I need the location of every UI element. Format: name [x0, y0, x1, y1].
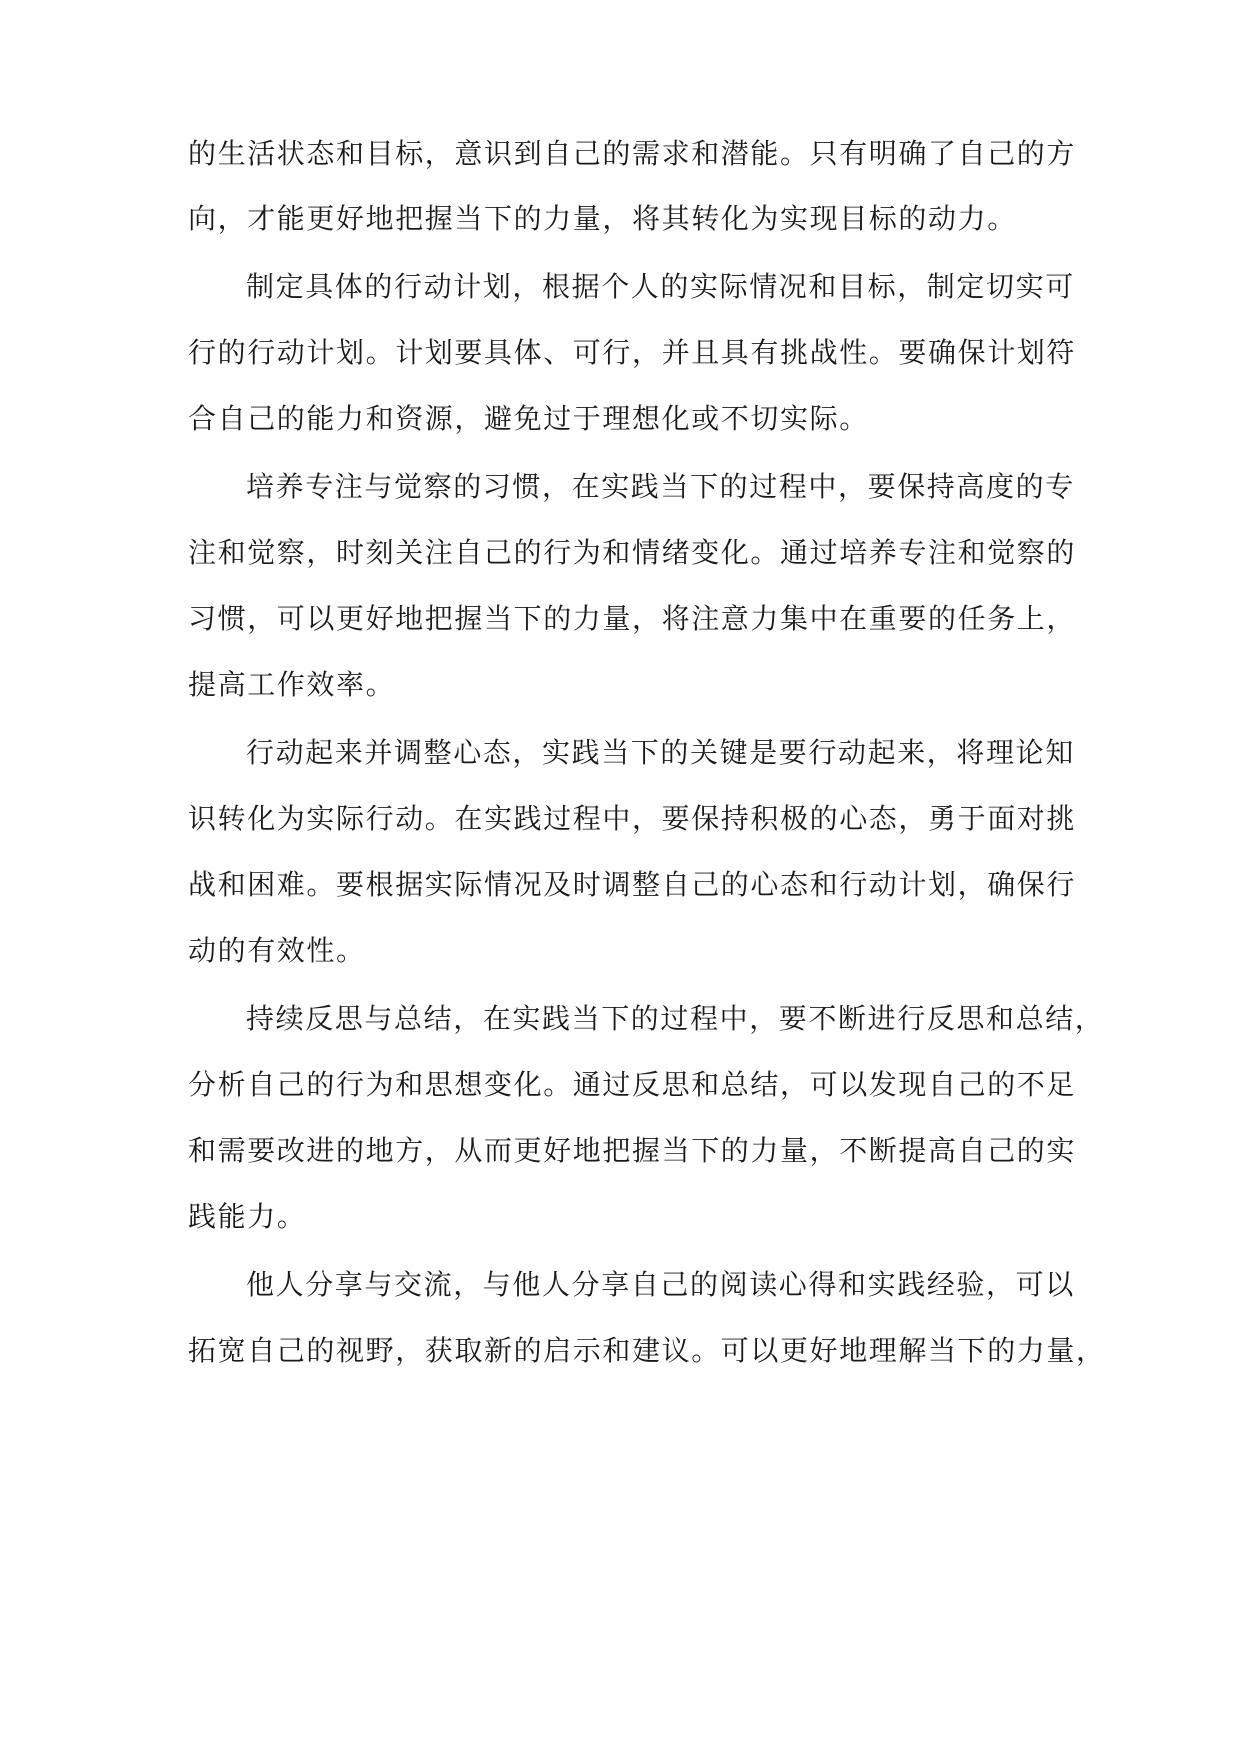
text-line: 动的有效性。 — [188, 934, 366, 967]
text-line: 识转化为实际行动。在实践过程中，要保持积极的心态，勇于面对挑 — [188, 802, 1077, 835]
paragraph-first-line: 他人分享与交流，与他人分享自己的阅读心得和实践经验，可以 — [246, 1268, 1075, 1301]
text-line: 提高工作效率。 — [188, 668, 396, 701]
text-line: 行的行动计划。计划要具体、可行，并且具有挑战性。要确保计划符 — [188, 336, 1077, 369]
paragraph-first-line: 培养专注与觉察的习惯，在实践当下的过程中，要保持高度的专 — [246, 470, 1075, 503]
text-line: 践能力。 — [188, 1200, 307, 1233]
text-line: 向，才能更好地把握当下的力量，将其转化为实现目标的动力。 — [188, 202, 1017, 235]
text-line: 注和觉察，时刻关注自己的行为和情绪变化。通过培养专注和觉察的 — [188, 536, 1077, 569]
paragraph-first-line: 行动起来并调整心态，实践当下的关键是要行动起来，将理论知 — [246, 736, 1075, 769]
paragraph-first-line: 制定具体的行动计划，根据个人的实际情况和目标，制定切实可 — [246, 270, 1075, 303]
text-line: 和需要改进的地方，从而更好地把握当下的力量，不断提高自己的实 — [188, 1134, 1077, 1167]
text-line: 的生活状态和目标，意识到自己的需求和潜能。只有明确了自己的方 — [188, 137, 1077, 170]
text-line: 拓宽自己的视野，获取新的启示和建议。可以更好地理解当下的力量， — [188, 1334, 1106, 1367]
text-line: 分析自己的行为和思想变化。通过反思和总结，可以发现自己的不足 — [188, 1068, 1077, 1101]
text-line: 战和困难。要根据实际情况及时调整自己的心态和行动计划，确保行 — [188, 868, 1077, 901]
paragraph-first-line: 持续反思与总结，在实践当下的过程中，要不断进行反思和总结， — [246, 1002, 1105, 1035]
text-line: 合自己的能力和资源，避免过于理想化或不切实际。 — [188, 402, 869, 435]
text-line: 习惯，可以更好地把握当下的力量，将注意力集中在重要的任务上， — [188, 602, 1077, 635]
